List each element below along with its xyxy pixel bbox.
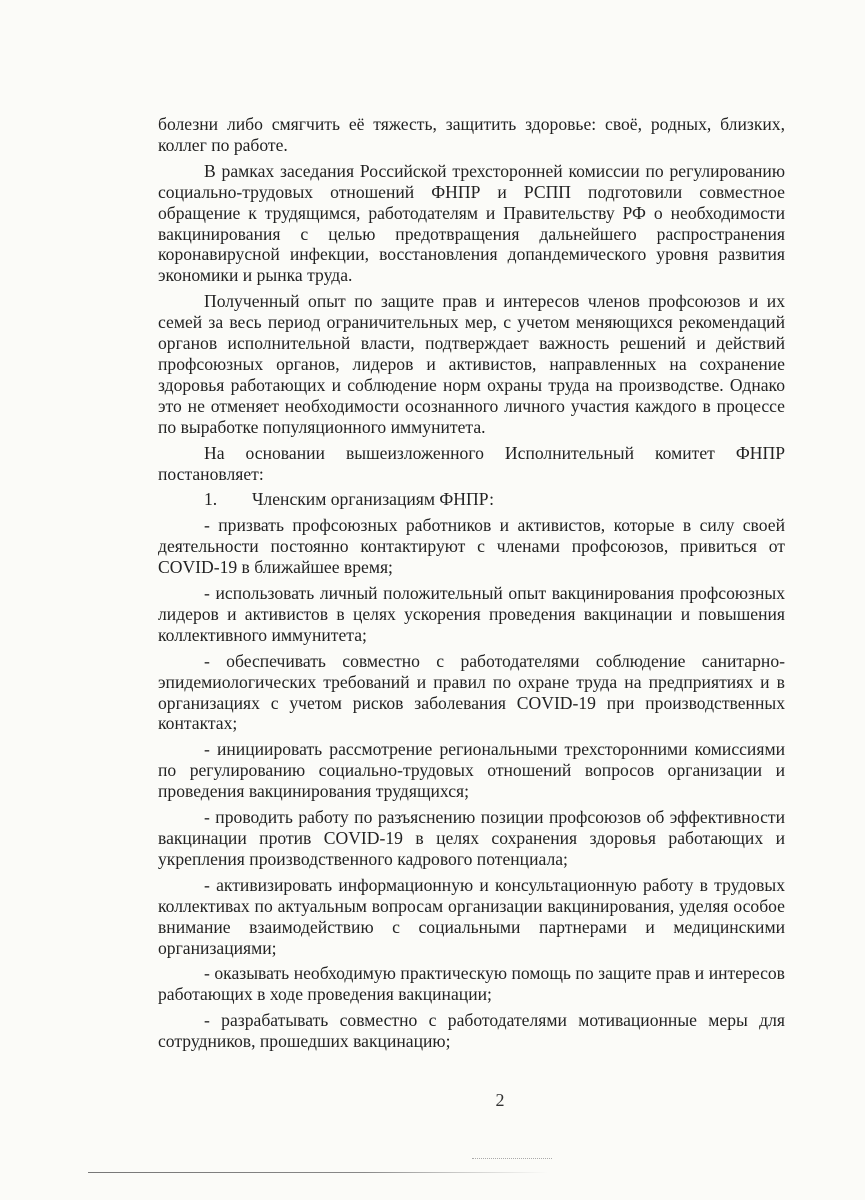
bullet-item: - обеспечивать совместно с работодателями соблюдение санитарно-эпидемиологических требований и правил по охране труда на предприятиях и в организациях с учетом рисков заболевания COVID-19 при производственных контактах;: [158, 650, 785, 734]
page-number: 2: [495, 1090, 505, 1110]
document-body: [158, 114, 785, 1057]
paragraph-continuation: болезни либо смягчить её тяжесть, защитить здоровье: своё, родных, близких, коллег по работе.: [158, 114, 785, 155]
bullet-item: - призвать профсоюзных работников и активистов, которые в силу своей деятельности постоянно контактируют с членами профсоюзов, привиться от COVID-19 в ближайшее время;: [158, 515, 785, 578]
list-item-number: 1.: [204, 489, 218, 510]
footer-dotted-line: [472, 1158, 552, 1160]
bullet-item: - активизировать информационную и консультационную работу в трудовых коллективах по актуальным вопросам организации вакцинирования, уделяя особое внимание взаимодействию с социальными партнерами и медицинскими организациями;: [158, 874, 785, 958]
paragraph-experience: Полученный опыт по защите прав и интересов членов профсоюзов и их семей за весь период ограничительных мер, с учетом меняющихся рекомендаций органов исполнительной власти, подтверждает важность решений и действий профсоюзных органов, лидеров и активистов, направленных на сохранение здоровья работающих и соблюдение норм охраны труда на производстве. Однако это не отменяет необходимости осознанного личного участия каждого в процессе по выработке популяционного иммунитета.: [158, 291, 785, 437]
bullet-item: - использовать личный положительный опыт вакцинирования профсоюзных лидеров и активистов в целях ускорения проведения вакцинации и повышения коллективного иммунитета;: [158, 583, 785, 645]
footer-line: [88, 1172, 548, 1173]
bullet-item: - проводить работу по разъяснению позиции профсоюзов об эффективности вакцинации против COVID-19 в целях сохранения здоровья работающих и укрепления производственного кадрового потенциала;: [158, 807, 785, 869]
paragraph-resolution-intro: На основании вышеизложенного Исполнительный комитет ФНПР постановляет:: [158, 442, 785, 484]
list-item-text: Членским организациям ФНПР:: [252, 489, 495, 510]
bullet-item: - разрабатывать совместно с работодателями мотивационные меры для сотрудников, прошедших вакцинацию;: [158, 1010, 785, 1052]
bullet-item: - оказывать необходимую практическую помощь по защите прав и интересов работающих в ходе проведения вакцинации;: [158, 963, 785, 1005]
bullet-item: - инициировать рассмотрение региональными трехсторонними комиссиями по регулированию социально-трудовых отношений вопросов организации и проведения вакцинирования трудящихся;: [158, 739, 785, 802]
list-item-1: [158, 489, 785, 510]
paragraph-commission: В рамках заседания Российской трехсторонней комиссии по регулированию социально-трудовых отношений ФНПР и РСПП подготовили совместное обращение к трудящимся, работодателям и Правительству РФ о необходимости вакцинирования с целью предотвращения дальнейшего распространения коронавирусной инфекции, восстановления допандемического уровня развития экономики и рынка труда.: [158, 160, 785, 286]
